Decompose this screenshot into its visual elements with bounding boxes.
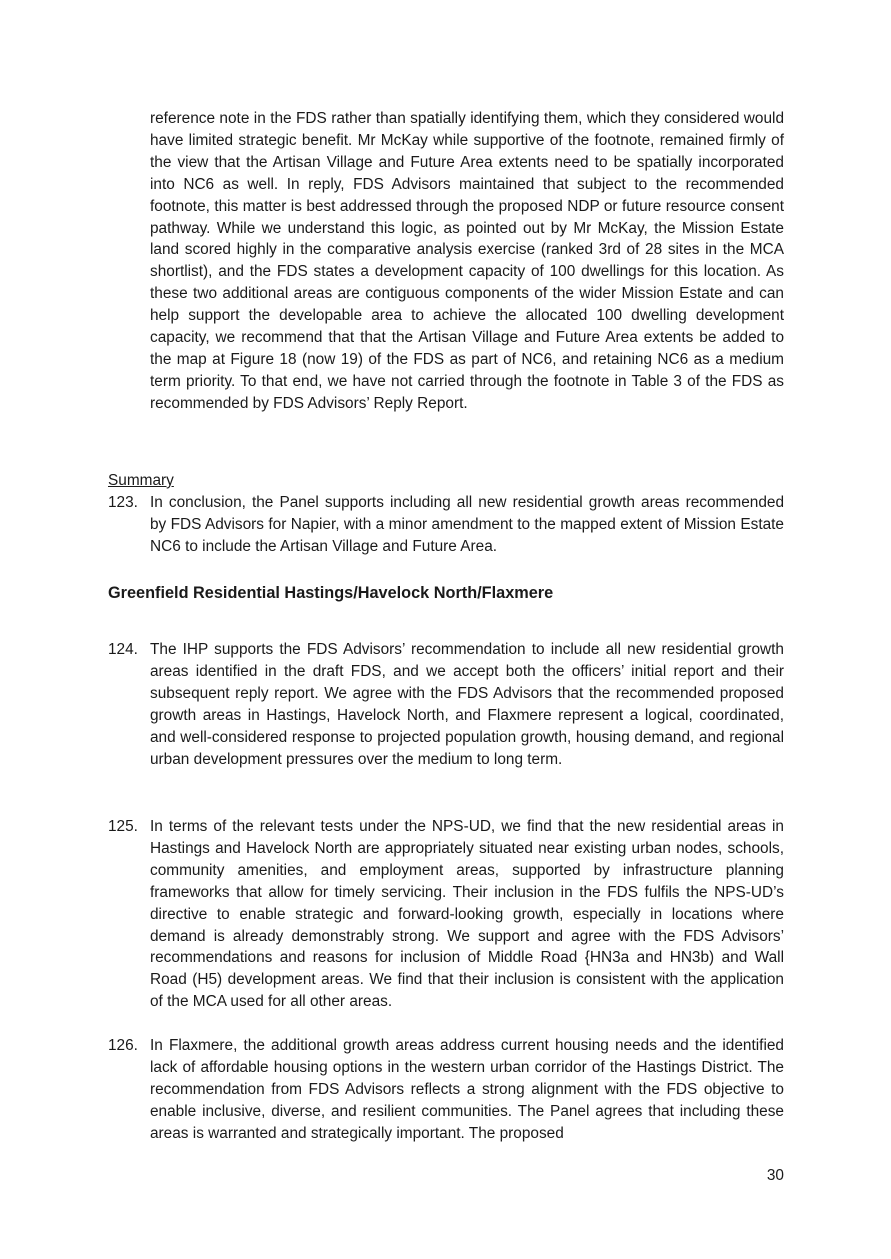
continuation-paragraph: reference note in the FDS rather than spatially identifying them, which they considered would have limited strategic benefit. Mr McKay while supportive of the footnote, remained firmly of the view that the Artisan Village and Future Area extents need to be spatially incorporated into NC6 as well. In reply, FDS Advisors maintained that subject to the recommended footnote, this matter is best addressed through the proposed NDP or future resource consent pathway. While we understand this logic, as pointed out by Mr McKay, the Mission Estate land scored highly in the comparative analysis exercise (ranked 3rd of 28 sites in the MCA shortlist), and the FDS states a development capacity of 100 dwellings for this location. As these two additional areas are contiguous components of the wider Mission Estate and can help support the developable area to achieve the allocated 100 dwelling development capacity, we recommend that that the Artisan Village and Future Area extents be added to the map at Figure 18 (now 19) of the FDS as part of NC6, and retaining NC6 as a medium term priority. To that end, we have not carried through the footnote in Table 3 of the FDS as recommended by FDS Advisors’ Reply Report. xyxy=(150,110,784,412)
page-number: 30 xyxy=(766,1167,784,1184)
paragraph-text: In Flaxmere, the additional growth areas address current housing needs and the identified lack of affordable housing options in the western urban corridor of the Hastings District. The recommendation from FDS Advisors reflects a strong alignment with the FDS objective to enable inclusive, diverse, and resilient communities. The Panel agrees that including these areas is warranted and strategically important. The proposed xyxy=(150,1037,784,1142)
paragraph-number: 124. xyxy=(108,641,138,658)
paragraph-number: 126. xyxy=(108,1037,138,1054)
summary-heading: Summary xyxy=(108,472,174,489)
paragraph-text: The IHP supports the FDS Advisors’ recommendation to include all new residential growth areas identified in the draft FDS, and we accept both the officers’ initial report and their subsequent reply report. We agree with the FDS Advisors that the recommended proposed growth areas in Hastings, Havelock North, and Flaxmere represent a logical, coordinated, and well-considered response to projected population growth, housing demand, and regional urban development pressures over the medium to long term. xyxy=(150,641,784,768)
paragraph-text: In conclusion, the Panel supports including all new residential growth areas recommended by FDS Advisors for Napier, with a minor amendment to the mapped extent of Mission Estate NC6 to include the Artisan Village and Future Area. xyxy=(150,494,784,555)
paragraph-text: In terms of the relevant tests under the NPS-UD, we find that the new residential areas in Hastings and Havelock North are appropriately situated near existing urban nodes, schools, community amenities, and employment areas, supported by infrastructure planning frameworks that allow for timely servicing. Their inclusion in the FDS fulfils the NPS-UD’s directive to enable strategic and forward-looking growth, especially in locations where demand is already demonstrably strong. We support and agree with the FDS Advisors’ recommendations and reasons for inclusion of Middle Road {HN3a and HN3b) and Wall Road (H5) development areas. We find that their inclusion is consistent with the application of the MCA used for all other areas. xyxy=(150,818,784,1011)
paragraph-number: 123. xyxy=(108,494,138,511)
paragraph-number: 125. xyxy=(108,818,138,835)
section-heading: Greenfield Residential Hastings/Havelock North/Flaxmere xyxy=(108,584,554,602)
